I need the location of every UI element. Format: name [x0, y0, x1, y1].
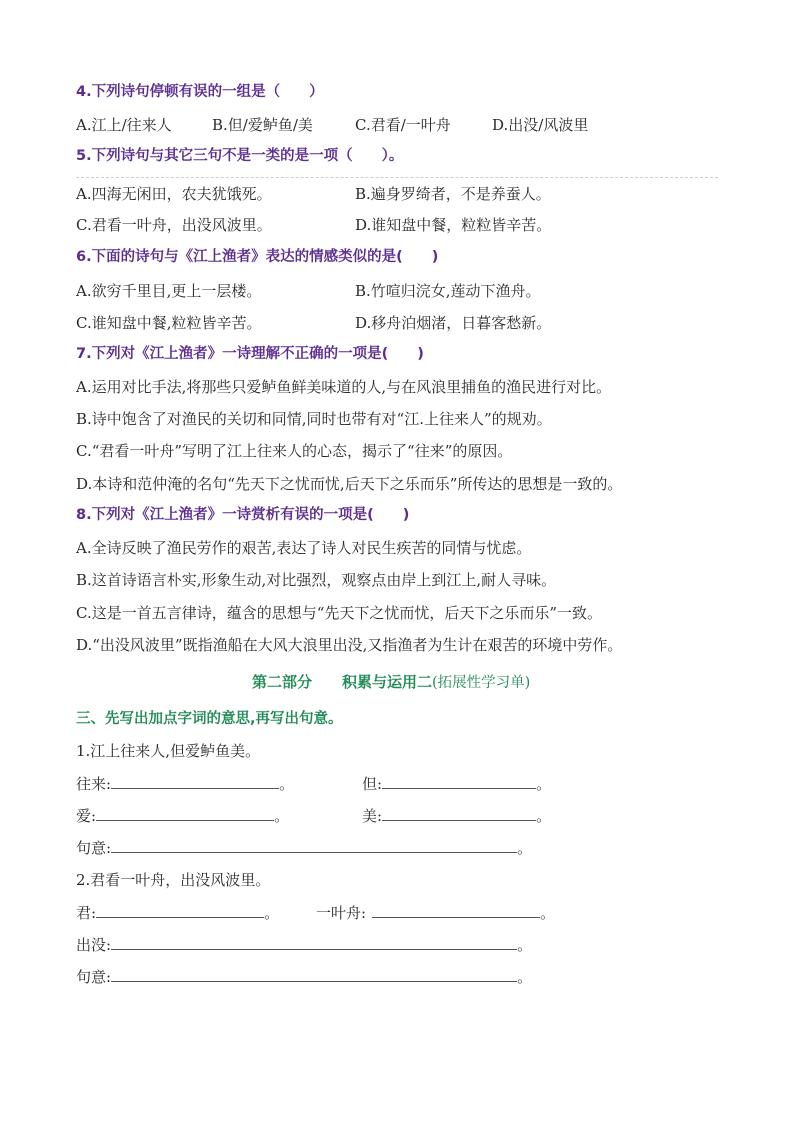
q4-option-d: D.出没/风波里	[492, 116, 589, 134]
q4-option-b: B.但/爱鲈鱼/美	[212, 116, 313, 134]
label-yiyezhou: 一叶舟:	[316, 904, 367, 922]
end-mark: 。	[517, 936, 533, 954]
q5-option-b: B.遍身罗绮者，不是养蚕人。	[355, 185, 551, 203]
label-mei: 美:	[362, 807, 383, 825]
item1-meaning-blank[interactable]	[111, 838, 517, 853]
label-wanglai: 往来:	[76, 775, 112, 793]
q5-stem: 5.下列诗句与其它三句不是一类的是一项（ ）。	[76, 148, 404, 164]
part2-title: 第二部分 积累与运用二	[252, 673, 433, 691]
q4-option-c: C.君看/一叶舟	[355, 116, 451, 134]
part2-heading	[252, 672, 530, 693]
jun-answer-blank[interactable]	[96, 903, 264, 918]
mei-answer-blank[interactable]	[382, 806, 536, 821]
q7-stem: 7.下列对《江上渔者》一诗理解不正确的一项是( )	[76, 346, 424, 362]
label-meaning: 句意:	[76, 968, 112, 986]
item1-sentence: 1.江上往来人,但爱鲈鱼美。	[76, 742, 261, 760]
part2-subtitle: (拓展性学习单)	[432, 675, 531, 691]
q5-option-a: A.四海无闲田，农夫犹饿死。	[76, 185, 272, 203]
q7-option-a: A.运用对比手法,将那些只爱鲈鱼鲜美味道的人,与在风浪里捕鱼的渔民进行对比。	[76, 378, 612, 396]
q6-option-a: A.欲穷千里目,更上一层楼。	[76, 282, 262, 300]
q8-stem: 8.下列对《江上渔者》一诗赏析有误的一项是( )	[76, 507, 410, 523]
yiyezhou-answer-blank[interactable]	[372, 903, 540, 918]
label-jun: 君:	[76, 904, 97, 922]
item2-meaning-blank[interactable]	[111, 967, 517, 982]
q7-option-c: C.“君看一叶舟”写明了江上往来人的心态，揭示了“往来”的原因。	[76, 442, 513, 460]
end-mark: 。	[279, 775, 295, 793]
end-mark: 。	[536, 775, 552, 793]
label-chumo: 出没:	[76, 936, 112, 954]
item2-yiyezhou-row	[316, 903, 555, 923]
item2-jun-row	[76, 903, 279, 923]
q8-option-c: C.这是一首五言律诗，蕴含的思想与“先天下之忧而忧，后天下之乐而乐”一致。	[76, 604, 603, 622]
end-mark: 。	[517, 968, 533, 986]
item1-mei-row	[362, 806, 551, 826]
label-ai: 爱:	[76, 807, 97, 825]
item1-wanglai-row	[76, 774, 294, 794]
q5-option-d: D.谁知盘中餐，粒粒皆辛苦。	[355, 216, 552, 234]
dashed-divider	[76, 177, 718, 178]
item2-meaning-row	[76, 967, 532, 987]
chumo-answer-blank[interactable]	[111, 935, 517, 950]
q7-option-d: D.本诗和范仲淹的名句“先天下之忧而忧,后天下之乐而乐”所传达的思想是一致的。	[76, 475, 623, 493]
item1-dan-row	[362, 774, 551, 794]
q4-stem: 4.下列诗句停顿有误的一组是（ ）	[76, 84, 324, 100]
label-meaning: 句意:	[76, 839, 112, 857]
item2-chumo-row	[76, 935, 532, 955]
dan-answer-blank[interactable]	[382, 774, 536, 789]
wanglai-answer-blank[interactable]	[111, 774, 279, 789]
end-mark: 。	[517, 839, 533, 857]
item1-ai-row	[76, 806, 289, 826]
item1-meaning-row	[76, 838, 532, 858]
q6-stem: 6.下面的诗句与《江上渔者》表达的情感类似的是( )	[76, 249, 439, 265]
q6-option-c: C.谁知盘中餐,粒粒皆辛苦。	[76, 314, 262, 332]
q6-option-b: B.竹喧归浣女,莲动下渔舟。	[355, 282, 541, 300]
end-mark: 。	[274, 807, 290, 825]
q8-option-a: A.全诗反映了渔民劳作的艰苦,表达了诗人对民生疾苦的同情与忧虑。	[76, 539, 532, 557]
section3-heading: 三、先写出加点字词的意思,再写出句意。	[76, 711, 343, 727]
end-mark: 。	[264, 904, 280, 922]
item2-sentence: 2.君看一叶舟，出没风波里。	[76, 871, 271, 889]
q8-option-d: D.“出没风波里”既指渔船在大风大浪里出没,又指渔者为生计在艰苦的环境中劳作。	[76, 636, 623, 654]
ai-answer-blank[interactable]	[96, 806, 274, 821]
q7-option-b: B.诗中饱含了对渔民的关切和同情,同时也带有对“江.上往来人”的规劝。	[76, 410, 552, 428]
end-mark: 。	[540, 904, 556, 922]
q6-option-d: D.移舟泊烟渚，日暮客愁新。	[355, 314, 552, 332]
q8-option-b: B.这首诗语言朴实,形象生动,对比强烈，观察点由岸上到江上,耐人寻味。	[76, 571, 557, 589]
end-mark: 。	[536, 807, 552, 825]
q4-option-a: A.江上/往来人	[76, 116, 172, 134]
q5-option-c: C.君看一叶舟，出没风波里。	[76, 216, 272, 234]
label-dan: 但:	[362, 775, 383, 793]
